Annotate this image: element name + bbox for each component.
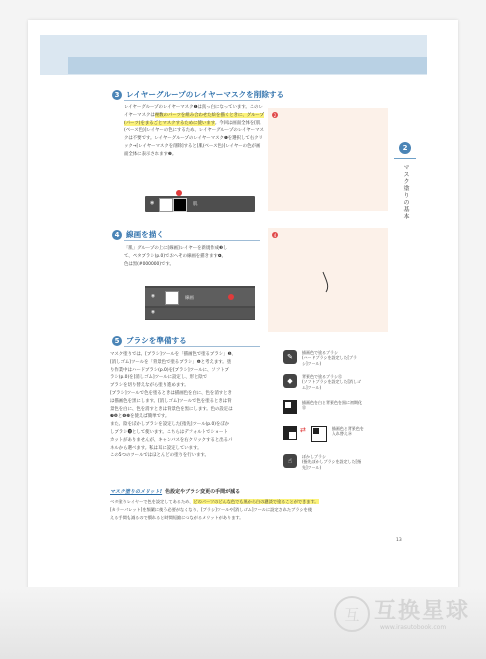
body-line: カットがありませんが、キャンバスを右クリックすると出るパ (110, 437, 233, 443)
layer-thumbnail (159, 198, 173, 212)
merit-heading: マスク塗りのメリット! 色設定やブラシ変更の手間が減る (110, 489, 241, 495)
body-text-run: イヤーグループのレイヤーマスクは不要です。レイ (124, 128, 264, 142)
swap-arrow-icon: ⇄ (300, 426, 306, 434)
body-line: また、陰をぼかしブラシを設定した[指先]ツール(p.0)をぼか (110, 422, 230, 428)
layer-name: 肌 (193, 202, 198, 207)
body-line: ❼❽と❾❿を使えば簡単です。 (110, 414, 170, 420)
body-line: ネルから選べます。私は耳に設定しています。 (110, 445, 202, 451)
layer-name: 線画 (185, 296, 194, 301)
body-line: 景色を白に、色を消すときは背景色を黒にします。色の設定は (110, 406, 233, 412)
body-text-run: ヤーグループのレイヤーマスク❶を選択して右クリ (162, 136, 263, 142)
merit-text-run: どのパーツのどんな色でも黒から白の濃淡で塗ることができます。 (193, 499, 319, 504)
merit-line (110, 506, 400, 514)
eye-icon: ◉ (150, 200, 155, 206)
body-text-run: をまるごとマスクするために使います (140, 120, 215, 126)
body-text-run: 。今回は画面 (214, 120, 242, 126)
section-4-heading (112, 229, 164, 240)
body-text-run: を組み合わせた絵を描くときに、グループ(パーツ) (124, 112, 264, 126)
layer-row-lineart (145, 288, 255, 306)
body-text-run: 全体を[肌(ベース色)]レイヤーの色にするため、レ (124, 120, 261, 134)
tool-item-color-swap: ⇄ 描画色と背景色を 入れ替え⑭ (283, 426, 364, 442)
body-line: マスク塗りでは、[ブラシ]ツールを「描画色で塗るブラシ」❺、 (110, 352, 236, 357)
body-text-run: なっています。このレイヤーマスクは (124, 105, 263, 118)
merit-text-run: える手間も減るので慣れると時間短縮につながるメリットがあります。 (110, 514, 244, 520)
layers-panel (145, 286, 255, 320)
body-line: は描画色を黒にします。[消しゴム]ツールで色を塗るときは背 (110, 398, 232, 404)
layer-row-group (145, 308, 255, 319)
side-divider (394, 158, 416, 159)
section-5-body (110, 351, 275, 460)
figure-tag: 2 (273, 112, 277, 118)
body-line: り作業中はハードブラシ(p.0)を[ブラシ]ツールに、ソフトブ (110, 367, 229, 373)
watermark-logo: 互 (334, 596, 370, 632)
chapter-title: マスク塗りの基本 (402, 164, 409, 220)
body-text-run: 色)]レイヤーの色が画面全体に表示されます❷。 (124, 143, 261, 157)
layer-mask-thumbnail (173, 198, 187, 212)
tool-item-smudge: ☝ ぼかしブラシ (指先ぼかしブラシを設定した[指 先]ツール) (283, 454, 361, 470)
layer-group-strip (145, 196, 255, 212)
section-underline (124, 346, 260, 347)
color-reset-icon (283, 400, 297, 414)
section-number-badge: 4 (112, 230, 122, 240)
watermark-text: 互换星球 (374, 599, 471, 624)
figure-2-canvas (268, 108, 388, 211)
page-number: 13 (396, 538, 402, 543)
brush-icon: ✎ (283, 350, 297, 364)
callout-marker (228, 294, 234, 300)
chapter-number: 2 (399, 142, 411, 154)
section-5-heading (112, 335, 187, 346)
body-text-run: 複数のパーツ (154, 112, 181, 118)
section-number-badge: 5 (112, 336, 122, 346)
merit-line (110, 514, 400, 522)
color-swap-result-icon (311, 426, 327, 442)
chapter-side-tab[interactable] (394, 142, 416, 232)
section-number-badge: 3 (112, 90, 122, 100)
merit-line (110, 498, 400, 506)
body-line: ブラシを切り替えながら塗り進めます。 (110, 383, 189, 389)
navel-lineart (268, 228, 388, 332)
body-line: [ブラシ]ツールで色を塗るときは描画色を白に、色を消すとき (110, 390, 232, 396)
merit-body (110, 498, 400, 521)
tool-item-color-reset: 描画色を白と背景色を黒に初期化 ⑬ (283, 400, 362, 414)
tool-item-brush: ✎ 描画色で塗るブラシ (ハードブラシを設定した[ブラ シ]ツール) (283, 350, 357, 366)
section-4-body: 「肌」グループの上に[線画]レイヤーを新規作成❸し て、ペタブラシ(p.0)でおへその線画を描きます❹。 色は黒(#000000)です。 (124, 246, 228, 267)
figure-tag: 4 (273, 232, 277, 238)
merit-text-run: [カラーパレット]を頻繁に使う必要がなくなり、[ブラシ]ツールや[消しゴム]ツールに設定されたブラシを使 (110, 506, 313, 512)
body-line: ラシ(p.0)を[消しゴム]ツールに設定し、形と陰で (110, 375, 208, 381)
body-line: この5つのツールではほとんどの塗りを行います。 (110, 453, 209, 459)
color-swap-icon (283, 426, 297, 440)
tool-item-eraser: ◆ 背景色で塗るブラシ⑫ (ソフトブラシを設定した[消しゴ ム]ツール) (283, 374, 361, 390)
eye-icon: ◉ (151, 294, 156, 299)
body-text-run: ック→[レイヤーマスクを削除]すると[肌(ベース (124, 143, 218, 149)
watermark-url: www.irasutobook.com (380, 624, 447, 631)
body-text-run: レイヤーグループのレイヤーマスク❶は真っ白に (124, 105, 220, 110)
smudge-icon: ☝ (283, 454, 297, 468)
eraser-icon: ◆ (283, 374, 297, 388)
eye-icon: ◉ (151, 310, 156, 315)
section-3-body (124, 104, 264, 159)
figure-4-canvas (268, 228, 388, 332)
header-bar (68, 57, 427, 74)
callout-marker (176, 190, 182, 196)
layer-thumbnail (165, 291, 179, 305)
section-3-heading (112, 89, 284, 100)
section-title: ブラシを準備する (126, 336, 187, 345)
section-underline (124, 100, 260, 101)
section-title: 線画を描く (126, 230, 164, 239)
section-underline (124, 240, 260, 241)
merit-text-run: ベタ塗りレイヤーで色を設定してあるため、 (110, 499, 194, 504)
body-line: しブラシ⓫として使います。こちらはデフォルトでショート (110, 429, 228, 435)
body-line: [消しゴム]ツールを「背景色で塗るブラシ」❻と考えます。塗 (110, 359, 232, 365)
section-title: レイヤーグループのレイヤーマスクを削除する (126, 90, 285, 99)
